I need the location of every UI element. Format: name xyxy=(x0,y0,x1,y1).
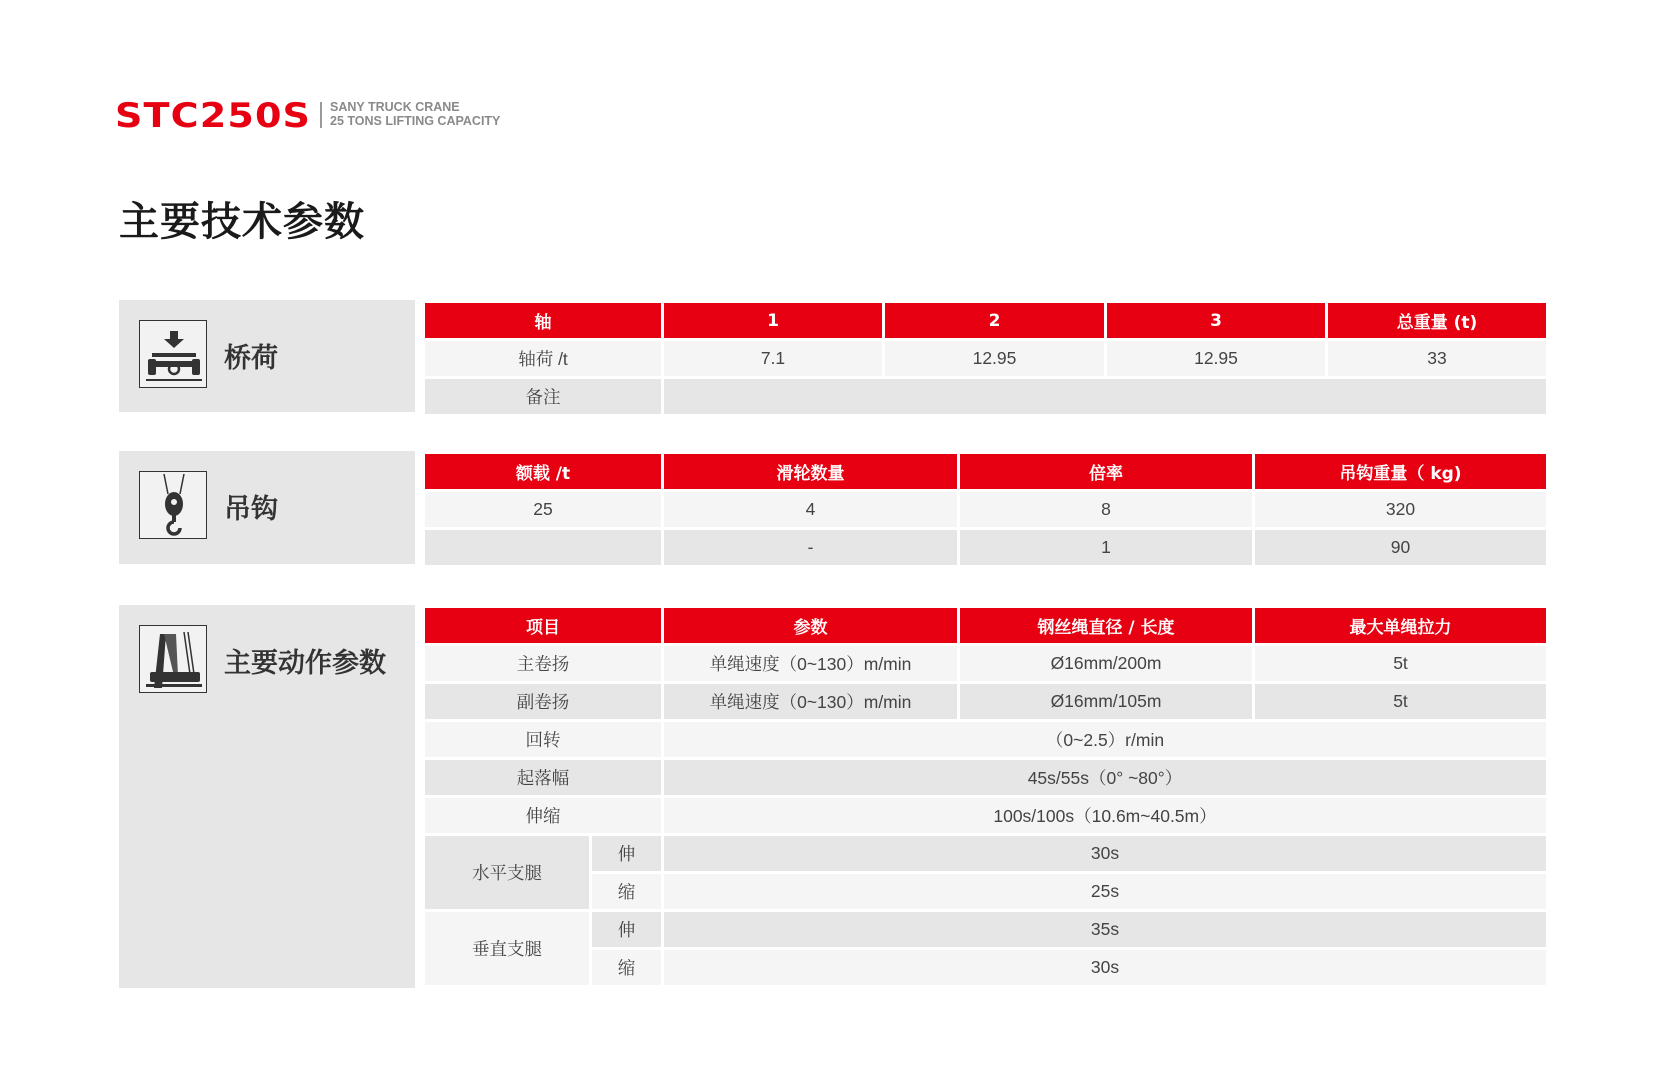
header-cell: 1 xyxy=(663,302,884,340)
header-cell: 总重量 (t) xyxy=(1327,302,1548,340)
table-cell: （0~2.5）r/min xyxy=(663,721,1548,759)
hook-icon xyxy=(139,471,207,539)
motion-section xyxy=(119,605,1546,988)
page-title: 主要技术参数 xyxy=(119,199,365,245)
hook-section xyxy=(119,451,1546,564)
axle-load-side-panel xyxy=(119,300,415,412)
table-cell: 伸 xyxy=(591,835,663,873)
table-cell: 8 xyxy=(959,491,1254,529)
header-cell: 3 xyxy=(1106,302,1327,340)
crane-boom-icon xyxy=(139,625,207,693)
table-cell: 4 xyxy=(663,491,959,529)
table-cell: 轴荷 /t xyxy=(424,340,663,378)
motion-table xyxy=(422,605,1549,988)
table-cell: 5t xyxy=(1254,645,1548,683)
table-row xyxy=(424,759,1548,797)
table-cell: 伸缩 xyxy=(424,797,663,835)
table-cell: 30s xyxy=(663,949,1548,987)
table-row xyxy=(424,491,1548,529)
header-cell: 参数 xyxy=(663,607,959,645)
hook-label: 吊钩 xyxy=(224,494,278,525)
table-cell: 45s/55s（0° ~80°） xyxy=(663,759,1548,797)
table-row xyxy=(424,835,1548,873)
axle-load-table xyxy=(422,300,1549,417)
table-cell: - xyxy=(663,529,959,567)
table-row xyxy=(424,949,1548,987)
hook-side-panel xyxy=(119,451,415,564)
table-cell: 30s xyxy=(663,835,1548,873)
axle-load-section xyxy=(119,300,1546,412)
hook-table xyxy=(422,451,1549,568)
brand-subtitle xyxy=(330,100,500,128)
table-cell xyxy=(424,529,663,567)
table-cell: 副卷扬 xyxy=(424,683,663,721)
table-row xyxy=(424,797,1548,835)
header-cell: 滑轮数量 xyxy=(663,453,959,491)
table-cell: 5t xyxy=(1254,683,1548,721)
table-cell: 90 xyxy=(1254,529,1548,567)
brand-subtitle-line-1: SANY TRUCK CRANE xyxy=(330,100,460,114)
table-row xyxy=(424,378,1548,416)
table-cell: 12.95 xyxy=(884,340,1106,378)
table-row xyxy=(424,529,1548,567)
header-cell: 轴 xyxy=(424,302,663,340)
table-cell: 主卷扬 xyxy=(424,645,663,683)
table-cell: 回转 xyxy=(424,721,663,759)
table-cell: 33 xyxy=(1327,340,1548,378)
table-cell: 25 xyxy=(424,491,663,529)
table-cell: 起落幅 xyxy=(424,759,663,797)
table-cell: Ø16mm/105m xyxy=(959,683,1254,721)
table-cell: 35s xyxy=(663,911,1548,949)
outrigger-name: 水平支腿 xyxy=(424,835,591,911)
table-cell: 伸 xyxy=(591,911,663,949)
table-row xyxy=(424,645,1548,683)
motion-label: 主要动作参数 xyxy=(224,648,386,679)
table-cell: 缩 xyxy=(591,873,663,911)
motion-header-row xyxy=(424,607,1548,645)
table-row xyxy=(424,721,1548,759)
table-row xyxy=(424,340,1548,378)
header-cell: 额载 /t xyxy=(424,453,663,491)
table-cell: Ø16mm/200m xyxy=(959,645,1254,683)
header-cell: 倍率 xyxy=(959,453,1254,491)
table-cell: 320 xyxy=(1254,491,1548,529)
table-row xyxy=(424,911,1548,949)
brand-divider xyxy=(320,102,322,128)
header-cell: 吊钩重量（ kg) xyxy=(1254,453,1548,491)
header-cell: 2 xyxy=(884,302,1106,340)
axle-load-icon xyxy=(139,320,207,388)
table-row xyxy=(424,873,1548,911)
remark-value xyxy=(663,378,1548,416)
remark-label: 备注 xyxy=(424,378,663,416)
outrigger-name: 垂直支腿 xyxy=(424,911,591,987)
axle-load-label: 桥荷 xyxy=(224,343,278,374)
table-cell: 1 xyxy=(959,529,1254,567)
table-row xyxy=(424,683,1548,721)
axle-load-header-row xyxy=(424,302,1548,340)
table-cell: 7.1 xyxy=(663,340,884,378)
table-cell: 25s xyxy=(663,873,1548,911)
motion-side-panel xyxy=(119,605,415,988)
header-cell: 最大单绳拉力 xyxy=(1254,607,1548,645)
model-logo: STC250S xyxy=(115,96,312,136)
brand-header xyxy=(115,96,312,136)
hook-header-row xyxy=(424,453,1548,491)
header-cell: 钢丝绳直径 / 长度 xyxy=(959,607,1254,645)
table-cell: 缩 xyxy=(591,949,663,987)
header-cell: 项目 xyxy=(424,607,663,645)
table-cell: 单绳速度（0~130）m/min xyxy=(663,683,959,721)
table-cell: 单绳速度（0~130）m/min xyxy=(663,645,959,683)
table-cell: 100s/100s（10.6m~40.5m） xyxy=(663,797,1548,835)
table-cell: 12.95 xyxy=(1106,340,1327,378)
brand-subtitle-line-2: 25 TONS LIFTING CAPACITY xyxy=(330,114,501,128)
